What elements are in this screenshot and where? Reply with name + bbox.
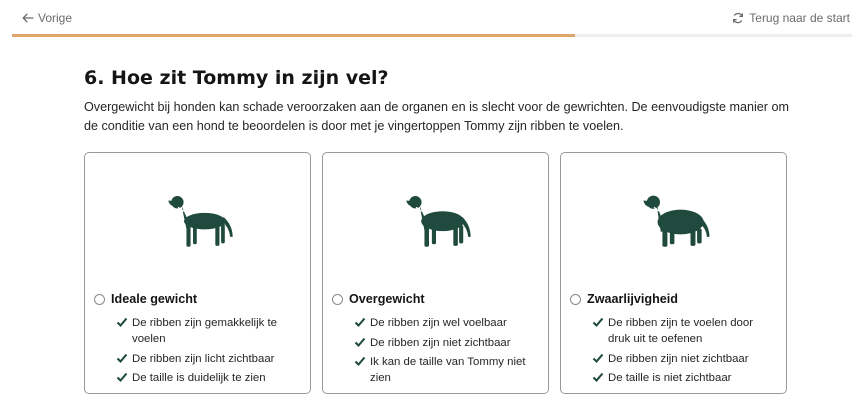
progress-bar [12, 34, 852, 37]
back-label: Vorige [38, 11, 73, 25]
check-icon [116, 316, 128, 328]
check-icon [592, 316, 604, 328]
check-icon [116, 371, 128, 383]
radio-button[interactable] [332, 294, 343, 305]
check-icon [116, 352, 128, 364]
feature-text: De ribben zijn gemakkelijk te voelen [132, 317, 277, 345]
feature-text: De ribben zijn wel voelbaar [370, 317, 507, 329]
list-item [354, 315, 540, 331]
dog-illustration [323, 189, 548, 259]
list-item [116, 315, 302, 347]
option-card-overweight[interactable] [322, 152, 549, 394]
feature-list [592, 315, 778, 390]
list-item [116, 351, 302, 367]
option-label: Ideale gewicht [111, 292, 198, 306]
list-item [354, 354, 540, 386]
dog-obese-icon [632, 189, 716, 255]
question-title: 6. Hoe zit Tommy in zijn vel? [84, 67, 389, 89]
top-navigation [0, 0, 864, 36]
feature-text: De taille is niet zichtbaar [608, 372, 732, 384]
radio-button[interactable] [570, 294, 581, 305]
check-icon [592, 371, 604, 383]
feature-text: De taille is duidelijk te zien [132, 372, 266, 384]
check-icon [354, 355, 366, 367]
dog-overweight-icon [394, 189, 478, 255]
back-link[interactable] [22, 11, 72, 25]
feature-text: De ribben zijn niet zichtbaar [608, 352, 749, 365]
restart-label: Terug naar de start [749, 11, 850, 25]
dog-illustration [85, 189, 310, 259]
option-card-obese[interactable] [560, 152, 787, 394]
option-label: Zwaarlijvigheid [587, 292, 678, 306]
refresh-icon [732, 12, 744, 24]
list-item [592, 370, 778, 386]
check-icon [354, 336, 366, 348]
feature-text: De ribben zijn te voelen door druk uit te oefenen [608, 317, 754, 345]
radio-button[interactable] [94, 294, 105, 305]
option-card-ideal[interactable] [84, 152, 311, 394]
dog-illustration [561, 189, 786, 259]
list-item [592, 315, 778, 347]
check-icon [592, 352, 604, 364]
feature-text: De ribben zijn niet zichtbaar [370, 336, 511, 349]
feature-list [116, 315, 302, 390]
option-radio-row[interactable] [570, 292, 678, 306]
option-radio-row[interactable] [94, 292, 197, 306]
check-icon [354, 316, 366, 328]
option-label: Overgewicht [349, 292, 425, 306]
arrow-left-icon [22, 13, 34, 23]
list-item [592, 351, 778, 367]
feature-text: Ik kan de taille van Tommy niet zien [370, 356, 526, 384]
dog-ideal-icon [156, 189, 240, 255]
list-item [116, 370, 302, 386]
progress-fill [12, 34, 575, 37]
list-item [354, 335, 540, 351]
option-radio-row[interactable] [332, 292, 425, 306]
restart-link[interactable] [732, 11, 850, 25]
question-intro: Overgewicht bij honden kan schade veroorzaken aan de organen en is slecht voor de gewrichten. De eenvoudigste manier om de conditie van een hond te beoordelen is door met je vingertoppen Tommy zijn ribben te voelen. [84, 100, 789, 133]
feature-list [354, 315, 540, 390]
feature-text: De ribben zijn licht zichtbaar [132, 352, 275, 365]
